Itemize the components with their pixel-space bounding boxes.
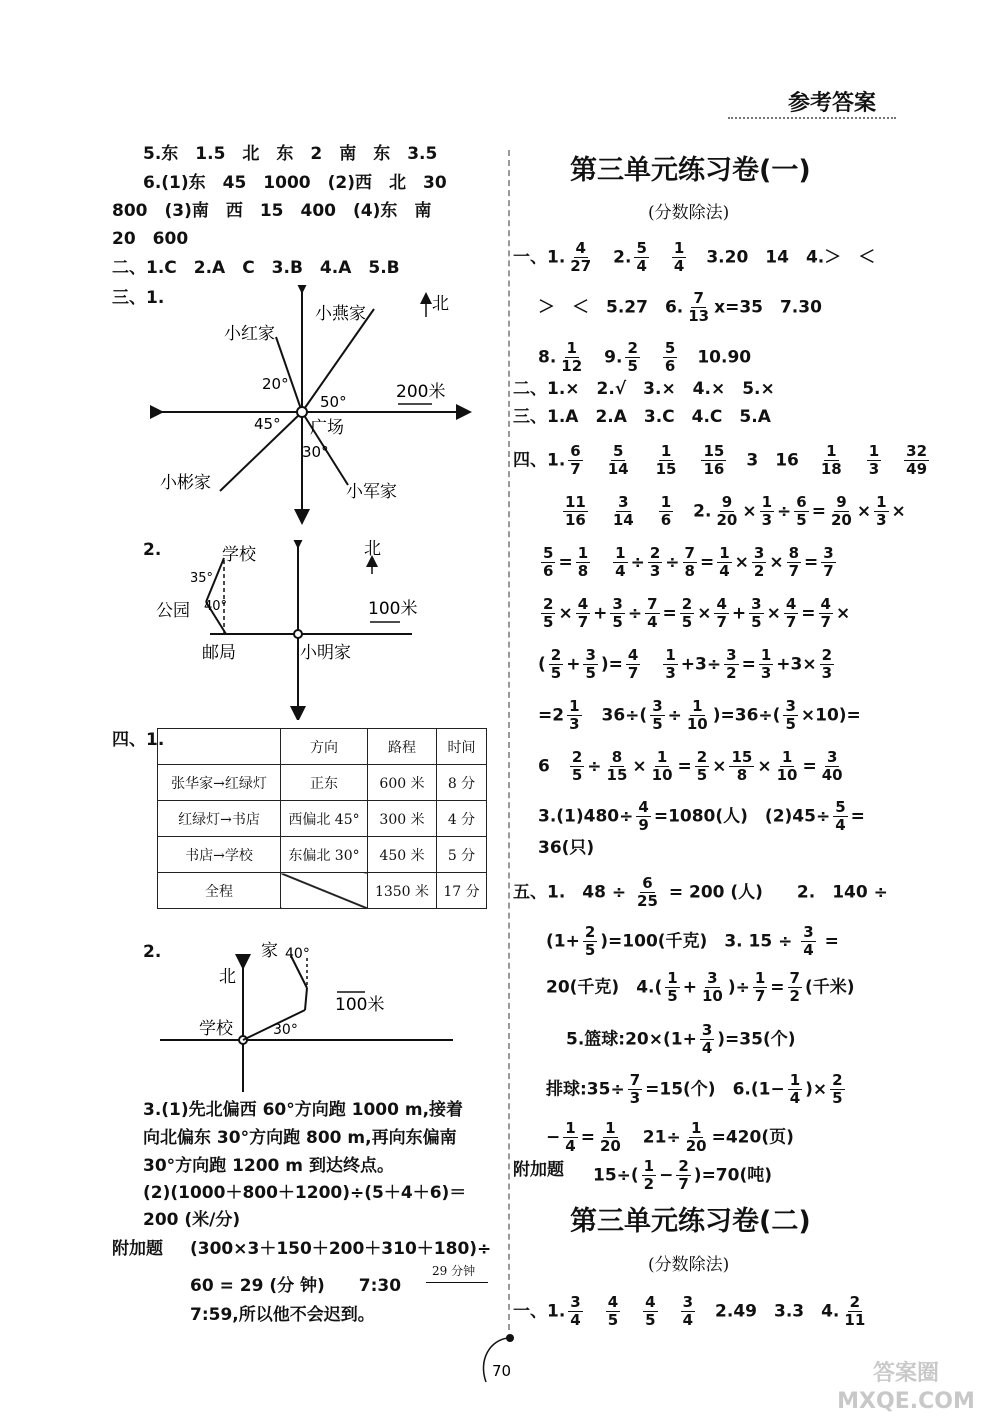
- table-row: [158, 765, 487, 801]
- scale-label: 100米: [368, 599, 418, 619]
- table-cell: 正东: [281, 765, 368, 801]
- answer-line: 36(只): [538, 838, 595, 858]
- route-table: [157, 728, 487, 909]
- answer-line: 二、1.× 2.√ 3.× 4.× 5.×: [513, 379, 775, 399]
- xiaobin-label: 小彬家: [160, 473, 211, 493]
- angle-label: 35°: [190, 571, 214, 586]
- table-cell: 5 分: [437, 837, 487, 873]
- answer-line: ＞ ＜ 5.27 6. $\frac{7}{13}$ x=35 7.30: [538, 289, 822, 325]
- angle-label: 20°: [262, 375, 289, 393]
- section-title: 第三单元练习卷(一): [570, 155, 811, 186]
- watermark: 答案圈 MXQE.COM: [837, 1361, 975, 1414]
- scale-label: 200米: [396, 382, 446, 402]
- scale-label: 100米: [335, 995, 385, 1015]
- answer-line: ( $\frac{2}{5}$ + $\frac{3}{5}$ )= $\frac{4}{7}$ $\frac{1}{3}$ +3÷ $\frac{3}{2}$ = $\frac{1}{3}$ +3× $\frac{2}{3}$: [538, 646, 833, 682]
- table-cell: 1350 米: [368, 873, 437, 909]
- table-cell: 红绿灯→书店: [158, 801, 281, 837]
- table-cell: 450 米: [368, 837, 437, 873]
- school-label: 学校: [222, 545, 256, 565]
- table-cell: 西偏北 45°: [281, 801, 368, 837]
- table-cell: 17 分: [437, 873, 487, 909]
- answer-line: 6.(1)东 45 1000 (2)西 北 30: [143, 173, 447, 193]
- answer-line: 排球:35÷ $\frac{7}{3}$ =15(个) 6.(1− $\frac{1}{4}$ )× $\frac{2}{5}$: [546, 1071, 843, 1107]
- extra-label: 附加题: [513, 1160, 564, 1180]
- answer-line: 5.东 1.5 北 东 2 南 东 3.5: [143, 144, 438, 164]
- page-number: 70: [492, 1362, 512, 1380]
- home-label: 小明家: [300, 643, 351, 663]
- park-label: 公园: [156, 601, 190, 621]
- table-header: 方向: [281, 729, 368, 765]
- home-label: 家: [261, 941, 278, 961]
- answer-line: 8. $\frac{1}{12}$ 9. $\frac{2}{5}$ $\frac{5}{6}$ 10.90: [538, 339, 752, 375]
- north-label: 北: [364, 540, 381, 559]
- section-title: 第三单元练习卷(二): [570, 1206, 811, 1237]
- section-subtitle: (分数除法): [648, 1255, 730, 1275]
- table-cell-diagonal: [281, 873, 368, 909]
- answer-line: 60 = 29 (分 钟) 7:30: [190, 1276, 402, 1296]
- answer-line: − $\frac{1}{4}$ = $\frac{1}{20}$ 21÷ $\frac{1}{20}$ =420(页): [546, 1119, 794, 1155]
- angle-label: 50°: [320, 393, 347, 411]
- angle-label: 30°: [302, 443, 329, 461]
- table-cell: 东偏北 30°: [281, 837, 368, 873]
- table-header: 路程: [368, 729, 437, 765]
- answer-line: 四、1. $\frac{6}{7}$ $\frac{5}{14}$ $\frac{1}{15}$ $\frac{15}{16}$ 3 16 $\frac{1}{18}$ $\frac{1}{3}$ $\frac{32}{49}$: [513, 442, 928, 478]
- answer-line: 15÷( $\frac{1}{2}$ − $\frac{2}{7}$ )=70(吨): [593, 1157, 773, 1193]
- table-cell: 600 米: [368, 765, 437, 801]
- answer-line: $\frac{2}{5}$ × $\frac{4}{7}$ + $\frac{3}{5}$ ÷ $\frac{7}{4}$ = $\frac{2}{5}$ × $\frac{4}{7}$ + $\frac{3}{5}$ × $\frac{4}{7}$ = $\frac{4}{7}$ ×: [543, 595, 851, 631]
- table-cell: 4 分: [437, 801, 487, 837]
- post-label: 邮局: [202, 643, 236, 663]
- answer-line: 30°方向跑 1200 m 到达终点。: [143, 1156, 394, 1176]
- xiaojun-label: 小军家: [346, 482, 397, 502]
- answer-line: 3.(1)先北偏西 60°方向跑 1000 m,接着: [143, 1100, 464, 1120]
- xiaohong-label: 小红家: [224, 324, 275, 344]
- answer-line: 一、1. $\frac{3}{4}$ $\frac{4}{5}$ $\frac{4}{5}$ $\frac{3}{4}$ 2.49 3.3 4. $\frac{2}{11}$: [513, 1293, 866, 1329]
- answer-line: 5.篮球:20×(1+ $\frac{3}{4}$ )=35(个): [566, 1021, 796, 1057]
- answer-line: 7:59,所以他不会迟到。: [190, 1305, 375, 1325]
- angle-label: 45°: [254, 415, 281, 433]
- direction-diagram-2: [150, 540, 430, 720]
- figure-label: 2.: [143, 540, 162, 560]
- answer-line: $\frac{5}{6}$ = $\frac{1}{8}$ $\frac{1}{4}$ ÷ $\frac{2}{3}$ ÷ $\frac{7}{8}$ = $\frac{1}{4}$ × $\frac{3}{2}$ × $\frac{8}{7}$ = $\frac{3}{7}$: [543, 544, 834, 580]
- north-label: 北: [432, 294, 449, 314]
- section-label: 四、1.: [112, 730, 165, 750]
- answer-line: (1+ $\frac{2}{5}$ )=100(千克) 3. 15 ÷ $\frac{3}{4}$ =: [546, 923, 839, 959]
- table-cell: 全程: [158, 873, 281, 909]
- table-header: 时间: [437, 729, 487, 765]
- answer-line: 200 (米/分): [143, 1210, 241, 1230]
- answer-line: $\frac{11}{16}$ $\frac{3}{14}$ $\frac{1}{6}$ 2. $\frac{9}{20}$ × $\frac{1}{3}$ ÷ $\frac{6}{5}$ = $\frac{9}{20}$ × $\frac{1}{3}$ ×: [565, 493, 906, 529]
- table-row: [158, 801, 487, 837]
- answer-line: 向北偏东 30°方向跑 800 m,再向东偏南: [143, 1128, 457, 1148]
- figure-label: 2.: [143, 942, 162, 962]
- answer-line: 三、1.A 2.A 3.C 4.C 5.A: [513, 407, 771, 427]
- column-divider: [508, 150, 510, 1330]
- table-cell: 张华家→红绿灯: [158, 765, 281, 801]
- answer-line: 五、1. 48 ÷ $\frac{6}{25}$ = 200 (人) 2. 140 ÷: [513, 874, 888, 910]
- table-row: [158, 729, 487, 765]
- answer-line: 一、1. $\frac{4}{27}$ 2. $\frac{5}{4}$ $\frac{1}{4}$ 3.20 14 4.＞ ＜: [513, 239, 876, 275]
- table-row: [158, 837, 487, 873]
- answer-line: 20 600: [112, 229, 189, 249]
- answer-line: 800 (3)南 西 15 400 (4)东 南: [112, 201, 432, 221]
- table-cell: 8 分: [437, 765, 487, 801]
- answer-line: 20(千克) 4.( $\frac{1}{5}$ + $\frac{3}{10}$ )÷ $\frac{1}{7}$ = $\frac{7}{2}$ (千米): [546, 969, 855, 1005]
- table-cell: 300 米: [368, 801, 437, 837]
- answer-line: =2 $\frac{1}{3}$ 36÷( $\frac{3}{5}$ ÷ $\frac{1}{10}$ )=36÷( $\frac{3}{5}$ ×10)=: [538, 697, 861, 733]
- north-label: 北: [219, 967, 236, 987]
- answer-line: 6 $\frac{2}{5}$ ÷ $\frac{8}{15}$ × $\frac{1}{10}$ = $\frac{2}{5}$ × $\frac{15}{8}$ × $\frac{1}{10}$ = $\frac{3}{40}$: [538, 748, 843, 784]
- extra-label: 附加题: [112, 1239, 163, 1259]
- angle-label: 40°: [285, 946, 310, 962]
- direction-diagram-1: [150, 285, 480, 525]
- section-subtitle: (分数除法): [648, 203, 730, 223]
- answer-line: 二、1.C 2.A C 3.B 4.A 5.B: [112, 258, 400, 278]
- direction-diagram-3: [155, 936, 455, 1096]
- header-rule: [728, 117, 896, 119]
- answer-line: (300×3＋150＋200＋310＋180)÷: [190, 1239, 492, 1259]
- header-title: 参考答案: [788, 91, 877, 116]
- answer-line: (2)(1000＋800＋1200)÷(5＋4＋6)＝: [143, 1183, 467, 1203]
- section-label: 三、1.: [112, 288, 165, 308]
- angle-label: 40°: [204, 599, 228, 614]
- arrow-line: [426, 1282, 488, 1283]
- xiaoyan-label: 小燕家: [315, 304, 366, 324]
- table-row: [158, 873, 487, 909]
- angle-label: 30°: [273, 1022, 298, 1038]
- arrow-note: 29 分钟: [432, 1264, 476, 1278]
- table-cell: 书店→学校: [158, 837, 281, 873]
- school-label: 学校: [199, 1019, 233, 1039]
- plaza-label: 广场: [310, 418, 344, 438]
- answer-line: 3.(1)480÷ $\frac{4}{9}$ =1080(人) (2)45÷ $\frac{5}{4}$ =: [538, 798, 865, 834]
- page-number-badge: [474, 1330, 534, 1400]
